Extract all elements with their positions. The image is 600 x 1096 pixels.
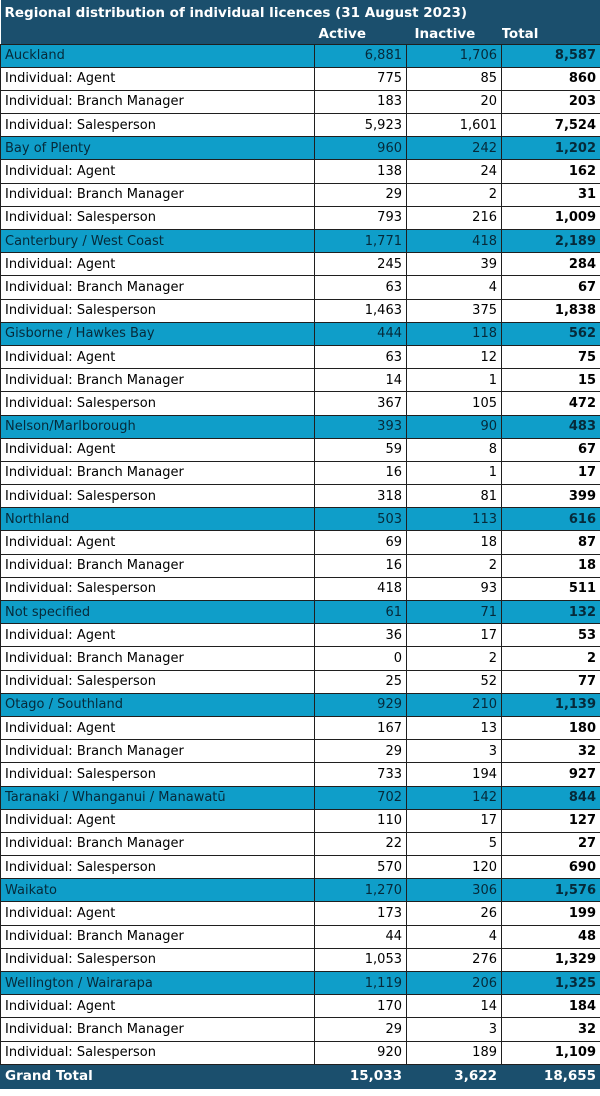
cell-active: 173 (315, 902, 407, 925)
cell-inactive: 2 (407, 183, 502, 206)
table-title: Regional distribution of individual licences (31 August 2023) (1, 0, 600, 25)
cell-active: 960 (315, 137, 407, 160)
cell-inactive: 194 (407, 763, 502, 786)
table-row (1, 206, 600, 229)
cell-total: 67 (502, 438, 600, 461)
cell-name: Canterbury / West Coast (1, 230, 315, 253)
cell-active: 44 (315, 925, 407, 948)
cell-inactive: 26 (407, 902, 502, 925)
grand-total-row (1, 1064, 600, 1088)
cell-active: 702 (315, 786, 407, 809)
table-row (1, 160, 600, 183)
cell-name: Northland (1, 508, 315, 531)
table-title-row (1, 0, 600, 25)
cell-name: Gisborne / Hawkes Bay (1, 322, 315, 345)
cell-inactive: 1,601 (407, 114, 502, 137)
cell-name: Individual: Agent (1, 160, 315, 183)
cell-inactive: 71 (407, 601, 502, 624)
cell-active: 16 (315, 554, 407, 577)
region-row (1, 786, 600, 809)
region-row (1, 322, 600, 345)
cell-total: 32 (502, 1018, 600, 1041)
cell-inactive: 375 (407, 299, 502, 322)
header-inactive: Inactive (407, 25, 502, 44)
cell-name: Individual: Agent (1, 809, 315, 832)
header-name (1, 25, 315, 44)
cell-active: 1,053 (315, 948, 407, 971)
table-row (1, 438, 600, 461)
cell-total: 483 (502, 415, 600, 438)
cell-inactive: 39 (407, 253, 502, 276)
cell-active: 793 (315, 206, 407, 229)
cell-active: 444 (315, 322, 407, 345)
table-row (1, 670, 600, 693)
cell-inactive: 20 (407, 90, 502, 113)
cell-inactive: 4 (407, 925, 502, 948)
cell-name: Individual: Salesperson (1, 577, 315, 600)
cell-name: Individual: Salesperson (1, 856, 315, 879)
table-row (1, 369, 600, 392)
cell-total: 1,202 (502, 137, 600, 160)
cell-inactive: 1,706 (407, 44, 502, 67)
cell-active: 138 (315, 160, 407, 183)
cell-total: 1,109 (502, 1041, 600, 1064)
table-row (1, 253, 600, 276)
cell-total: 180 (502, 716, 600, 739)
cell-active: 318 (315, 485, 407, 508)
table-row (1, 832, 600, 855)
cell-total: 53 (502, 624, 600, 647)
header-total: Total (502, 25, 600, 44)
cell-inactive: 5 (407, 832, 502, 855)
cell-inactive: 113 (407, 508, 502, 531)
cell-total: 1,838 (502, 299, 600, 322)
table-row (1, 948, 600, 971)
cell-active: 929 (315, 693, 407, 716)
table-row (1, 1018, 600, 1041)
cell-name: Individual: Agent (1, 253, 315, 276)
cell-name: Taranaki / Whanganui / Manawatū (1, 786, 315, 809)
cell-total: 1,139 (502, 693, 600, 716)
cell-name: Individual: Salesperson (1, 114, 315, 137)
cell-active: 920 (315, 1041, 407, 1064)
cell-inactive: 3 (407, 1018, 502, 1041)
cell-inactive: 24 (407, 160, 502, 183)
cell-name: Individual: Salesperson (1, 392, 315, 415)
cell-name: Individual: Branch Manager (1, 554, 315, 577)
cell-total: 2 (502, 647, 600, 670)
cell-name: Not specified (1, 601, 315, 624)
table-row (1, 577, 600, 600)
cell-total: 1,576 (502, 879, 600, 902)
cell-active: 418 (315, 577, 407, 600)
grand-total-total: 18,655 (502, 1064, 600, 1088)
cell-name: Nelson/Marlborough (1, 415, 315, 438)
cell-active: 29 (315, 740, 407, 763)
cell-total: 1,329 (502, 948, 600, 971)
cell-name: Individual: Branch Manager (1, 1018, 315, 1041)
cell-active: 733 (315, 763, 407, 786)
cell-name: Individual: Salesperson (1, 485, 315, 508)
cell-active: 183 (315, 90, 407, 113)
cell-name: Individual: Branch Manager (1, 90, 315, 113)
cell-active: 59 (315, 438, 407, 461)
cell-total: 132 (502, 601, 600, 624)
cell-name: Individual: Salesperson (1, 206, 315, 229)
cell-inactive: 8 (407, 438, 502, 461)
cell-active: 63 (315, 345, 407, 368)
cell-active: 167 (315, 716, 407, 739)
table-row (1, 345, 600, 368)
cell-active: 775 (315, 67, 407, 90)
cell-total: 399 (502, 485, 600, 508)
region-row (1, 972, 600, 995)
region-row (1, 879, 600, 902)
region-row (1, 44, 600, 67)
cell-name: Individual: Agent (1, 902, 315, 925)
cell-name: Individual: Agent (1, 716, 315, 739)
header-active: Active (315, 25, 407, 44)
table-row (1, 902, 600, 925)
cell-name: Individual: Branch Manager (1, 369, 315, 392)
cell-active: 503 (315, 508, 407, 531)
cell-inactive: 216 (407, 206, 502, 229)
table-header-row (1, 25, 600, 44)
cell-inactive: 306 (407, 879, 502, 902)
table-row (1, 461, 600, 484)
cell-active: 245 (315, 253, 407, 276)
cell-inactive: 85 (407, 67, 502, 90)
table-row (1, 647, 600, 670)
cell-name: Individual: Agent (1, 995, 315, 1018)
cell-total: 199 (502, 902, 600, 925)
cell-inactive: 93 (407, 577, 502, 600)
cell-active: 1,771 (315, 230, 407, 253)
grand-total-active: 15,033 (315, 1064, 407, 1088)
region-row (1, 230, 600, 253)
cell-inactive: 2 (407, 554, 502, 577)
cell-name: Waikato (1, 879, 315, 902)
cell-name: Otago / Southland (1, 693, 315, 716)
cell-active: 5,923 (315, 114, 407, 137)
cell-inactive: 418 (407, 230, 502, 253)
cell-inactive: 17 (407, 809, 502, 832)
cell-inactive: 81 (407, 485, 502, 508)
cell-name: Individual: Agent (1, 624, 315, 647)
table-row (1, 740, 600, 763)
cell-name: Individual: Branch Manager (1, 925, 315, 948)
cell-inactive: 17 (407, 624, 502, 647)
cell-name: Individual: Salesperson (1, 763, 315, 786)
cell-inactive: 1 (407, 461, 502, 484)
cell-total: 31 (502, 183, 600, 206)
cell-active: 16 (315, 461, 407, 484)
cell-total: 27 (502, 832, 600, 855)
cell-total: 562 (502, 322, 600, 345)
cell-total: 690 (502, 856, 600, 879)
cell-total: 87 (502, 531, 600, 554)
cell-total: 844 (502, 786, 600, 809)
cell-active: 170 (315, 995, 407, 1018)
cell-total: 2,189 (502, 230, 600, 253)
cell-total: 18 (502, 554, 600, 577)
cell-active: 6,881 (315, 44, 407, 67)
cell-inactive: 206 (407, 972, 502, 995)
cell-inactive: 4 (407, 276, 502, 299)
cell-name: Individual: Agent (1, 531, 315, 554)
table-row (1, 67, 600, 90)
cell-inactive: 118 (407, 322, 502, 345)
table-row (1, 716, 600, 739)
cell-active: 1,270 (315, 879, 407, 902)
table-row (1, 276, 600, 299)
cell-active: 36 (315, 624, 407, 647)
cell-active: 1,463 (315, 299, 407, 322)
cell-total: 472 (502, 392, 600, 415)
table-body (1, 44, 600, 1064)
cell-active: 14 (315, 369, 407, 392)
cell-total: 32 (502, 740, 600, 763)
cell-total: 1,009 (502, 206, 600, 229)
cell-total: 184 (502, 995, 600, 1018)
cell-total: 1,325 (502, 972, 600, 995)
cell-total: 927 (502, 763, 600, 786)
cell-total: 860 (502, 67, 600, 90)
cell-inactive: 189 (407, 1041, 502, 1064)
region-row (1, 137, 600, 160)
table-row (1, 809, 600, 832)
cell-name: Individual: Salesperson (1, 670, 315, 693)
cell-name: Individual: Branch Manager (1, 183, 315, 206)
cell-inactive: 1 (407, 369, 502, 392)
cell-active: 29 (315, 1018, 407, 1041)
cell-inactive: 52 (407, 670, 502, 693)
cell-name: Individual: Agent (1, 67, 315, 90)
region-row (1, 508, 600, 531)
table-row (1, 995, 600, 1018)
cell-inactive: 276 (407, 948, 502, 971)
cell-name: Auckland (1, 44, 315, 67)
cell-total: 127 (502, 809, 600, 832)
cell-inactive: 2 (407, 647, 502, 670)
region-row (1, 415, 600, 438)
cell-name: Bay of Plenty (1, 137, 315, 160)
table-row (1, 763, 600, 786)
cell-name: Individual: Salesperson (1, 299, 315, 322)
cell-total: 616 (502, 508, 600, 531)
region-row (1, 601, 600, 624)
cell-total: 77 (502, 670, 600, 693)
cell-active: 367 (315, 392, 407, 415)
cell-name: Individual: Branch Manager (1, 832, 315, 855)
grand-total-inactive: 3,622 (407, 1064, 502, 1088)
table-row (1, 554, 600, 577)
region-row (1, 693, 600, 716)
table-row (1, 114, 600, 137)
cell-name: Individual: Branch Manager (1, 647, 315, 670)
table-row (1, 1041, 600, 1064)
cell-name: Wellington / Wairarapa (1, 972, 315, 995)
cell-total: 203 (502, 90, 600, 113)
cell-inactive: 242 (407, 137, 502, 160)
table-row (1, 183, 600, 206)
cell-active: 393 (315, 415, 407, 438)
cell-inactive: 142 (407, 786, 502, 809)
cell-inactive: 105 (407, 392, 502, 415)
table-row (1, 925, 600, 948)
cell-total: 8,587 (502, 44, 600, 67)
cell-total: 48 (502, 925, 600, 948)
cell-total: 162 (502, 160, 600, 183)
cell-active: 63 (315, 276, 407, 299)
cell-name: Individual: Agent (1, 345, 315, 368)
table-row (1, 856, 600, 879)
cell-inactive: 90 (407, 415, 502, 438)
cell-total: 75 (502, 345, 600, 368)
cell-name: Individual: Agent (1, 438, 315, 461)
cell-name: Individual: Salesperson (1, 1041, 315, 1064)
table-row (1, 392, 600, 415)
table-row (1, 531, 600, 554)
cell-inactive: 120 (407, 856, 502, 879)
table-row (1, 624, 600, 647)
cell-name: Individual: Branch Manager (1, 276, 315, 299)
cell-inactive: 13 (407, 716, 502, 739)
cell-active: 61 (315, 601, 407, 624)
cell-total: 67 (502, 276, 600, 299)
cell-total: 284 (502, 253, 600, 276)
table-row (1, 299, 600, 322)
cell-inactive: 3 (407, 740, 502, 763)
cell-active: 570 (315, 856, 407, 879)
cell-active: 0 (315, 647, 407, 670)
cell-total: 7,524 (502, 114, 600, 137)
cell-active: 1,119 (315, 972, 407, 995)
cell-active: 110 (315, 809, 407, 832)
cell-total: 511 (502, 577, 600, 600)
table-row (1, 485, 600, 508)
grand-total-label: Grand Total (1, 1064, 315, 1088)
cell-total: 17 (502, 461, 600, 484)
cell-inactive: 14 (407, 995, 502, 1018)
cell-total: 15 (502, 369, 600, 392)
cell-inactive: 12 (407, 345, 502, 368)
cell-name: Individual: Salesperson (1, 948, 315, 971)
cell-inactive: 210 (407, 693, 502, 716)
cell-active: 22 (315, 832, 407, 855)
cell-active: 25 (315, 670, 407, 693)
table-row (1, 90, 600, 113)
cell-name: Individual: Branch Manager (1, 740, 315, 763)
cell-name: Individual: Branch Manager (1, 461, 315, 484)
cell-active: 29 (315, 183, 407, 206)
cell-inactive: 18 (407, 531, 502, 554)
cell-active: 69 (315, 531, 407, 554)
